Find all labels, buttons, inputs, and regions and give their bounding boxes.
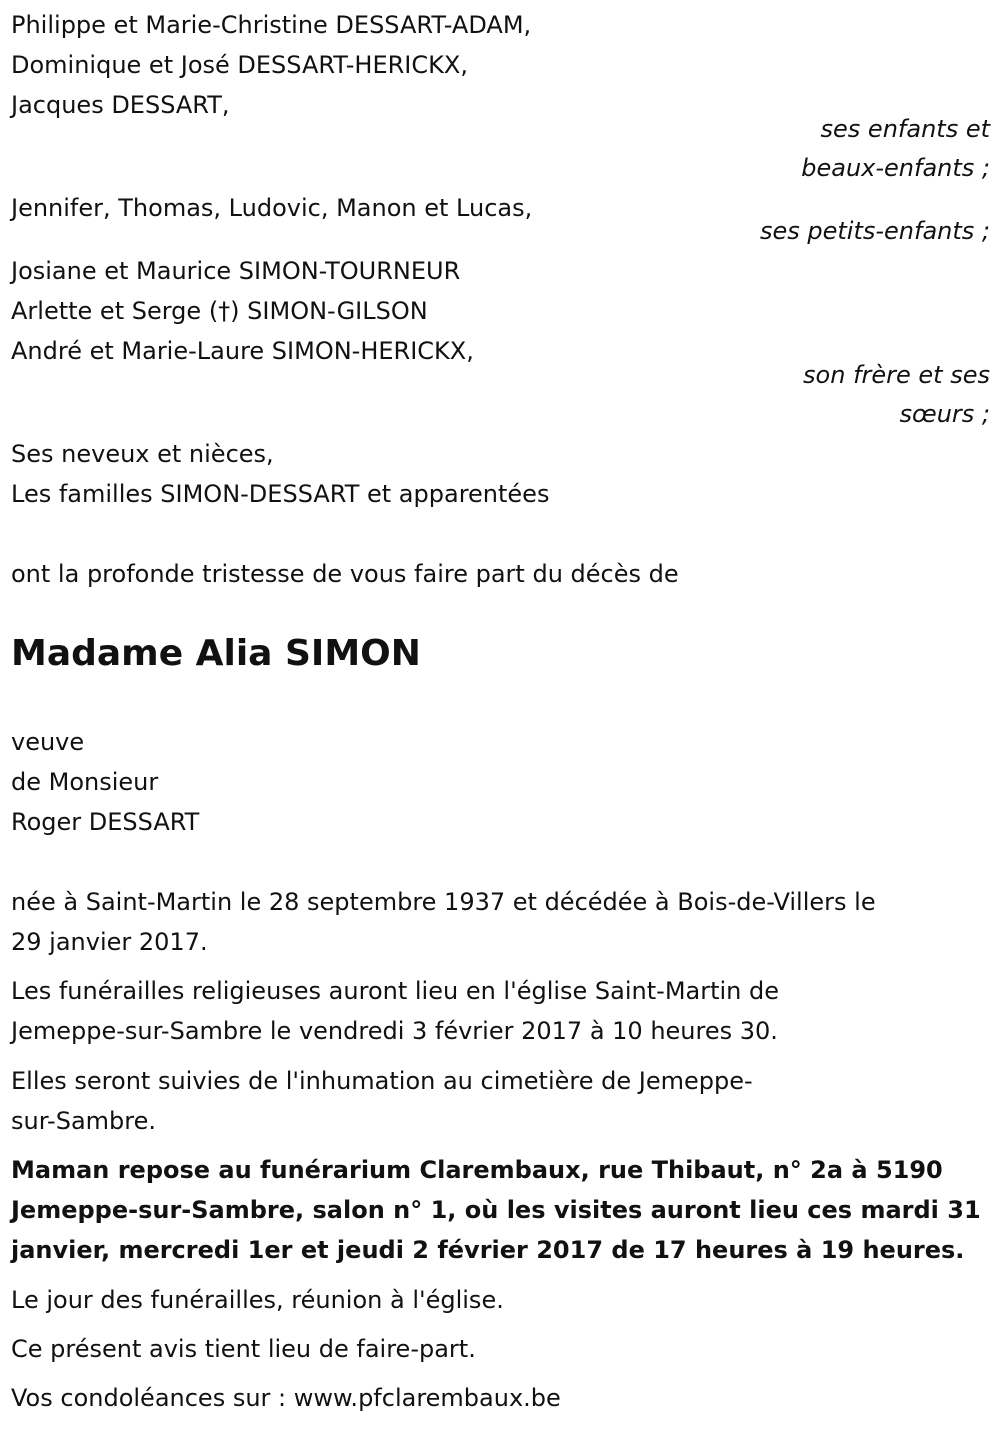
- family-line: Philippe et Marie-Christine DESSART-ADAM,: [11, 11, 532, 39]
- family-line: Arlette et Serge (†) SIMON-GILSON: [11, 297, 428, 325]
- family-line: Ses neveux et nièces,: [11, 440, 274, 468]
- family-line: Jennifer, Thomas, Ludovic, Manon et Lucas,: [11, 194, 533, 222]
- visits-line: Jemeppe-sur-Sambre, salon n° 1, où les visites auront lieu ces mardi 31: [11, 1196, 981, 1224]
- visits-line: janvier, mercredi 1er et jeudi 2 février 2017 de 17 heures à 19 heures.: [11, 1236, 965, 1264]
- family-line: Dominique et José DESSART-HERICKX,: [11, 51, 468, 79]
- relation-label: sœurs ;: [899, 400, 990, 428]
- meeting-line: Le jour des funérailles, réunion à l'église.: [11, 1286, 504, 1314]
- widow-line: de Monsieur: [11, 768, 159, 796]
- funeral-line: Les funérailles religieuses auront lieu en l'église Saint-Martin de: [11, 977, 780, 1005]
- widow-line: veuve: [11, 728, 85, 756]
- funeral-line: Jemeppe-sur-Sambre le vendredi 3 février 2017 à 10 heures 30.: [11, 1017, 778, 1045]
- relation-label: ses petits-enfants ;: [759, 217, 990, 245]
- family-line: Josiane et Maurice SIMON-TOURNEUR: [11, 257, 461, 285]
- condolences-line: Vos condoléances sur : www.pfclarembaux.be: [11, 1384, 561, 1412]
- family-line: Les familles SIMON-DESSART et apparentées: [11, 480, 550, 508]
- relation-label: son frère et ses: [803, 361, 990, 389]
- announcement-text: ont la profonde tristesse de vous faire part du décès de: [11, 560, 679, 588]
- widow-line: Roger DESSART: [11, 808, 200, 836]
- deceased-name: Madame Alia SIMON: [11, 633, 421, 674]
- visits-line: Maman repose au funérarium Clarembaux, rue Thibaut, n° 2a à 5190: [11, 1156, 943, 1184]
- birth-death-line: née à Saint-Martin le 28 septembre 1937 et décédée à Bois-de-Villers le: [11, 888, 876, 916]
- birth-death-line: 29 janvier 2017.: [11, 928, 208, 956]
- notice-line: Ce présent avis tient lieu de faire-part.: [11, 1335, 476, 1363]
- burial-line: sur-Sambre.: [11, 1107, 156, 1135]
- relation-label: beaux-enfants ;: [801, 154, 990, 182]
- burial-line: Elles seront suivies de l'inhumation au cimetière de Jemeppe-: [11, 1067, 753, 1095]
- family-line: Jacques DESSART,: [11, 91, 230, 119]
- relation-label: ses enfants et: [820, 115, 990, 143]
- family-line: André et Marie-Laure SIMON-HERICKX,: [11, 337, 474, 365]
